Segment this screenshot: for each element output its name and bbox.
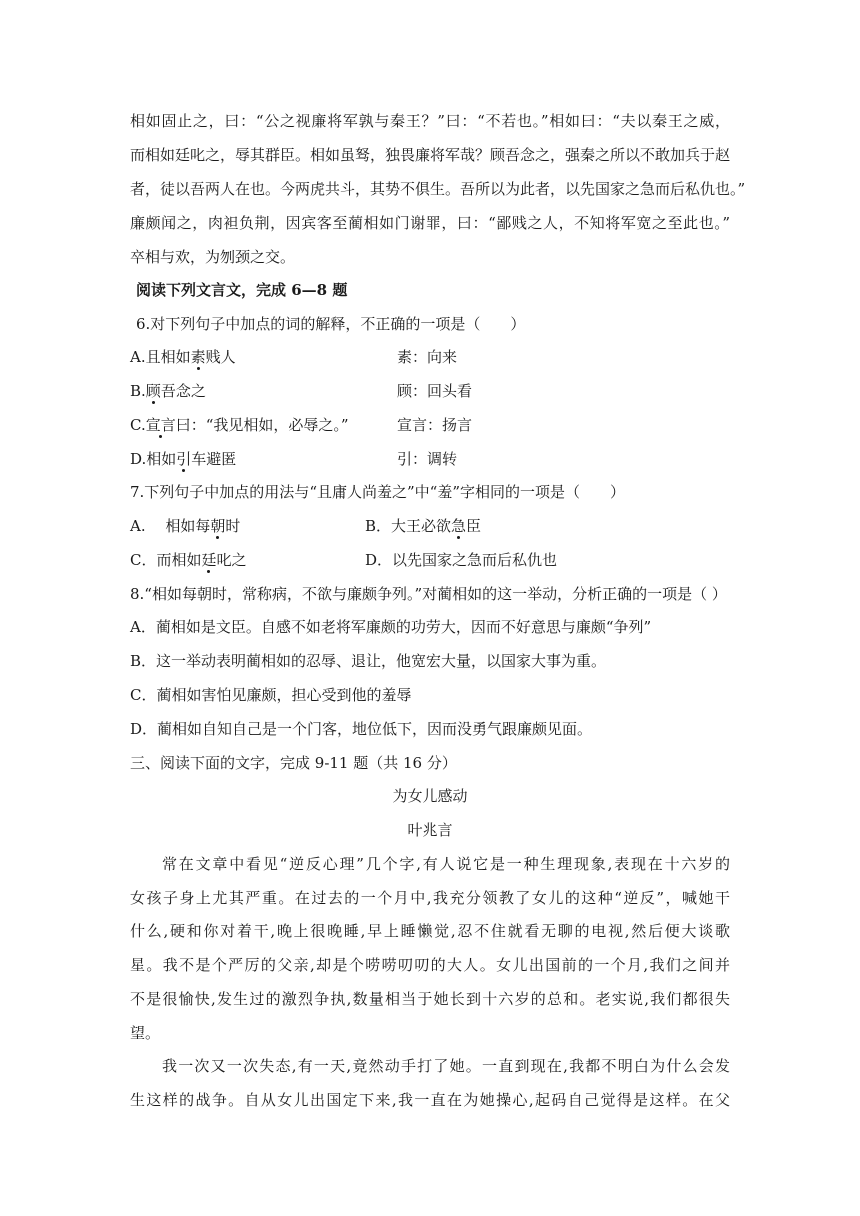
paragraph-line: 女孩子身上尤其严重。在过去的一个月中,我充分领教了女儿的这种“逆反”，喊她干 bbox=[130, 889, 730, 907]
option-gloss: 宣言：扬言 bbox=[397, 416, 473, 434]
dotted-word: 急 bbox=[451, 517, 467, 535]
option-suffix: 吾念之 bbox=[160, 382, 206, 400]
option-prefix: D.相如 bbox=[130, 450, 177, 468]
paragraph-line: 什么,硬和你对着干,晚上很晚睡,早上睡懒觉,忍不住就看无聊的电视,然后便大谈歌 bbox=[130, 922, 730, 940]
option-suffix: 曰：“我见相如，必辱之。” bbox=[175, 416, 349, 434]
paragraph-line: 我一次又一次失态,有一天,竟然动手打了她。一直到现在,我都不明白为什么会发 bbox=[162, 1057, 730, 1075]
paragraph-line: 常在文章中看见“逆反心理”几个字,有人说它是一种生理现象,表现在十六岁的 bbox=[162, 855, 730, 873]
option-prefix: C. bbox=[130, 416, 146, 434]
option-suffix: 叱之 bbox=[216, 551, 247, 569]
question-8-option-a: A．蔺相如是文臣。自感不如老将军廉颇的功劳大，因而不好意思与廉颇“争列” bbox=[130, 618, 652, 636]
question-8-option-c: C．蔺相如害怕见廉颇，担心受到他的羞辱 bbox=[130, 686, 412, 704]
question-6-option-d bbox=[130, 449, 730, 469]
option-a bbox=[130, 517, 240, 535]
passage-line: 而相如廷叱之，辱其群臣。相如虽驽，独畏廉将军哉？顾吾念之，强秦之所以不敢加兵于赵 bbox=[130, 146, 731, 164]
option-b bbox=[365, 516, 481, 536]
option-prefix: A.且相如 bbox=[130, 348, 191, 366]
passage-line: 廉颇闻之，肉袒负荆，因宾客至蔺相如门谢罪，曰：“鄙贱之人，不知将军宽之至此也。” bbox=[130, 214, 730, 232]
question-6-stem: 6.对下列句子中加点的词的解释，不正确的一项是（ ） bbox=[136, 315, 526, 333]
option-prefix: C．而相如 bbox=[130, 551, 202, 569]
option-suffix: 臣 bbox=[466, 517, 482, 535]
dotted-word: 顾 bbox=[145, 382, 161, 400]
section-3-heading: 三、阅读下面的文字，完成 9-11 题（共 16 分） bbox=[130, 754, 457, 772]
dotted-word: 素 bbox=[190, 348, 206, 366]
option-prefix: B. bbox=[130, 382, 146, 400]
article-author: 叶兆言 bbox=[407, 821, 453, 839]
question-8-stem: 8.“相如每朝时，常称病，不欲与廉颇争列。”对蔺相如的这一举动，分析正确的一项是（ ） bbox=[130, 585, 727, 603]
option-gloss: 素：向来 bbox=[397, 348, 458, 366]
option-gloss: 顾：回头看 bbox=[397, 382, 473, 400]
paragraph-line: 望。 bbox=[130, 1024, 161, 1042]
question-7-row-1 bbox=[130, 516, 730, 536]
option-c bbox=[130, 551, 247, 569]
question-7-stem: 7.下列句子中加点的用法与“且庸人尚羞之”中“羞”字相同的一项是（ ） bbox=[130, 483, 625, 501]
dotted-word: 朝 bbox=[210, 517, 226, 535]
dotted-word: 引 bbox=[176, 450, 192, 468]
question-6-option-b bbox=[130, 381, 730, 401]
dotted-word: 廷 bbox=[201, 551, 217, 569]
question-6-option-a bbox=[130, 347, 730, 367]
article-title: 为女儿感动 bbox=[392, 787, 468, 805]
question-8-option-d: D．蔺相如自知自己是一个门客，地位低下，因而没勇气跟廉颇见面。 bbox=[130, 720, 593, 738]
dotted-word: 宣言 bbox=[145, 416, 176, 434]
passage-line: 卒相与欢，为刎颈之交。 bbox=[130, 248, 296, 266]
question-6-option-c bbox=[130, 415, 730, 435]
option-gloss: 引：调转 bbox=[397, 450, 458, 468]
question-8-option-b: B．这一举动表明蔺相如的忍辱、退让，他宽宏大量，以国家大事为重。 bbox=[130, 652, 607, 670]
option-prefix: B．大王必欲 bbox=[365, 517, 452, 535]
option-suffix: 时 bbox=[225, 517, 241, 535]
passage-line: 相如固止之，曰：“公之视廉将军孰与秦王？”曰：“不若也。”相如曰：“夫以秦王之威， bbox=[130, 112, 730, 130]
option-suffix: 贱人 bbox=[205, 348, 236, 366]
option-prefix: A. 相如每 bbox=[130, 517, 211, 535]
paragraph-line: 星。我不是个严厉的父亲,却是个唠唠叨叨的大人。女儿出国前的一个月,我们之间并 bbox=[130, 956, 730, 974]
option-d: D．以先国家之急而后私仇也 bbox=[365, 551, 558, 569]
question-7-row-2 bbox=[130, 550, 730, 570]
paragraph-line: 生这样的战争。自从女儿出国定下来,我一直在为她操心,起码自己觉得是这样。在父 bbox=[130, 1091, 730, 1109]
passage-line: 者，徒以吾两人在也。今两虎共斗，其势不俱生。吾所以为此者，以先国家之急而后私仇也。” bbox=[130, 180, 746, 198]
option-suffix: 车避匿 bbox=[191, 450, 237, 468]
paragraph-line: 不是很愉快,发生过的激烈争执,数量相当于她长到十六岁的总和。老实说,我们都很失 bbox=[130, 990, 730, 1008]
reading-instruction: 阅读下列文言文，完成 6—8 题 bbox=[136, 281, 348, 299]
